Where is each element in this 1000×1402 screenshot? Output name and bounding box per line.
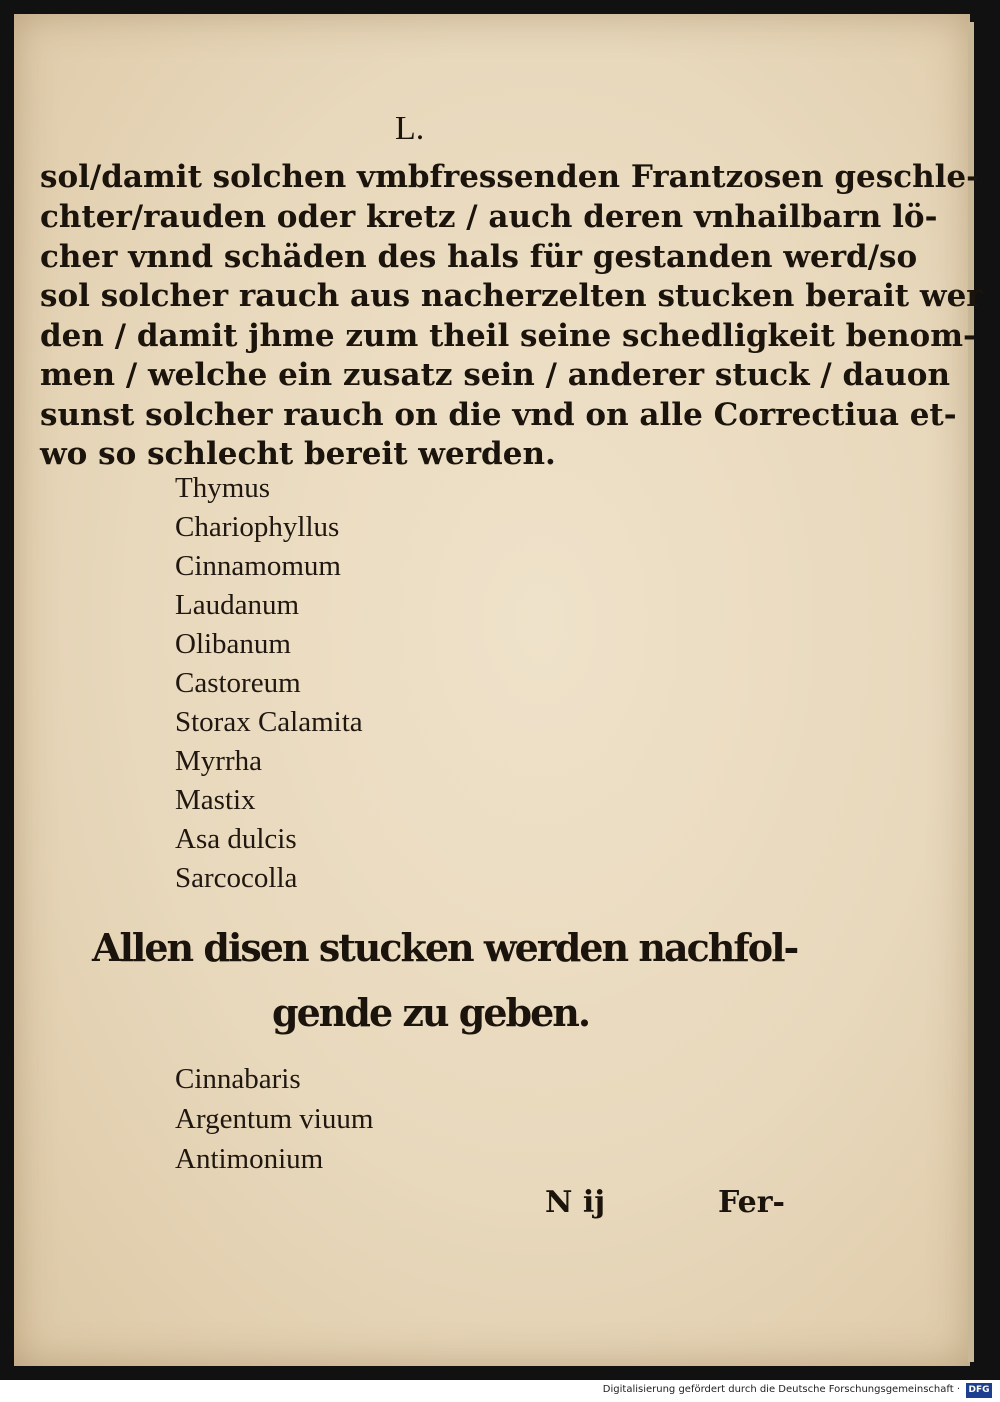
- catchword: Fer-: [718, 1185, 786, 1220]
- signature-mark: N ij: [545, 1185, 606, 1220]
- ingredient-item: Asa dulcis: [175, 823, 297, 855]
- ingredient-item: Thymus: [175, 472, 271, 504]
- body-line: sunst solcher rauch on die vnd on alle Correctiua et-: [40, 397, 957, 433]
- ingredient-item: Cinnamomum: [175, 550, 341, 582]
- ingredient-item: Olibanum: [175, 628, 291, 660]
- footer-credit: Digitalisierung gefördert durch die Deutsche Forschungsgemeinschaft ·: [602, 1384, 960, 1395]
- section-heading: Allen disen stucken werden nachfol-: [92, 925, 798, 970]
- body-line: sol/damit solchen vmbfressenden Frantzosen geschle-: [40, 159, 979, 195]
- body-line: den / damit jhme zum theil seine schedligkeit benom-: [40, 318, 976, 354]
- digitization-footer: [0, 1380, 1000, 1402]
- ingredient-item: Cinnabaris: [175, 1063, 301, 1095]
- ingredient-item: Myrrha: [175, 745, 262, 777]
- body-line: cher vnnd schäden des hals für gestanden werd/so: [40, 239, 918, 275]
- page-edge: [968, 22, 974, 1362]
- ingredient-item: Argentum viuum: [175, 1103, 374, 1135]
- body-line: chter/rauden oder kretz / auch deren vnhailbarn lö-: [40, 199, 938, 235]
- folio-number: L.: [395, 110, 425, 147]
- ingredient-item: Castoreum: [175, 667, 301, 699]
- body-line: sol solcher rauch aus nacherzelten stucken berait wer: [40, 278, 983, 314]
- section-heading: gende zu geben.: [272, 990, 590, 1035]
- ingredient-item: Antimonium: [175, 1143, 324, 1175]
- body-line: wo so schlecht bereit werden.: [40, 436, 556, 472]
- body-line: men / welche ein zusatz sein / anderer stuck / dauon: [40, 357, 951, 393]
- ingredient-item: Mastix: [175, 784, 256, 816]
- ingredient-item: Laudanum: [175, 589, 300, 621]
- dfg-logo: DFG: [966, 1383, 992, 1398]
- ingredient-item: Storax Calamita: [175, 706, 363, 738]
- ingredient-item: Sarcocolla: [175, 862, 298, 894]
- ingredient-item: Chariophyllus: [175, 511, 340, 543]
